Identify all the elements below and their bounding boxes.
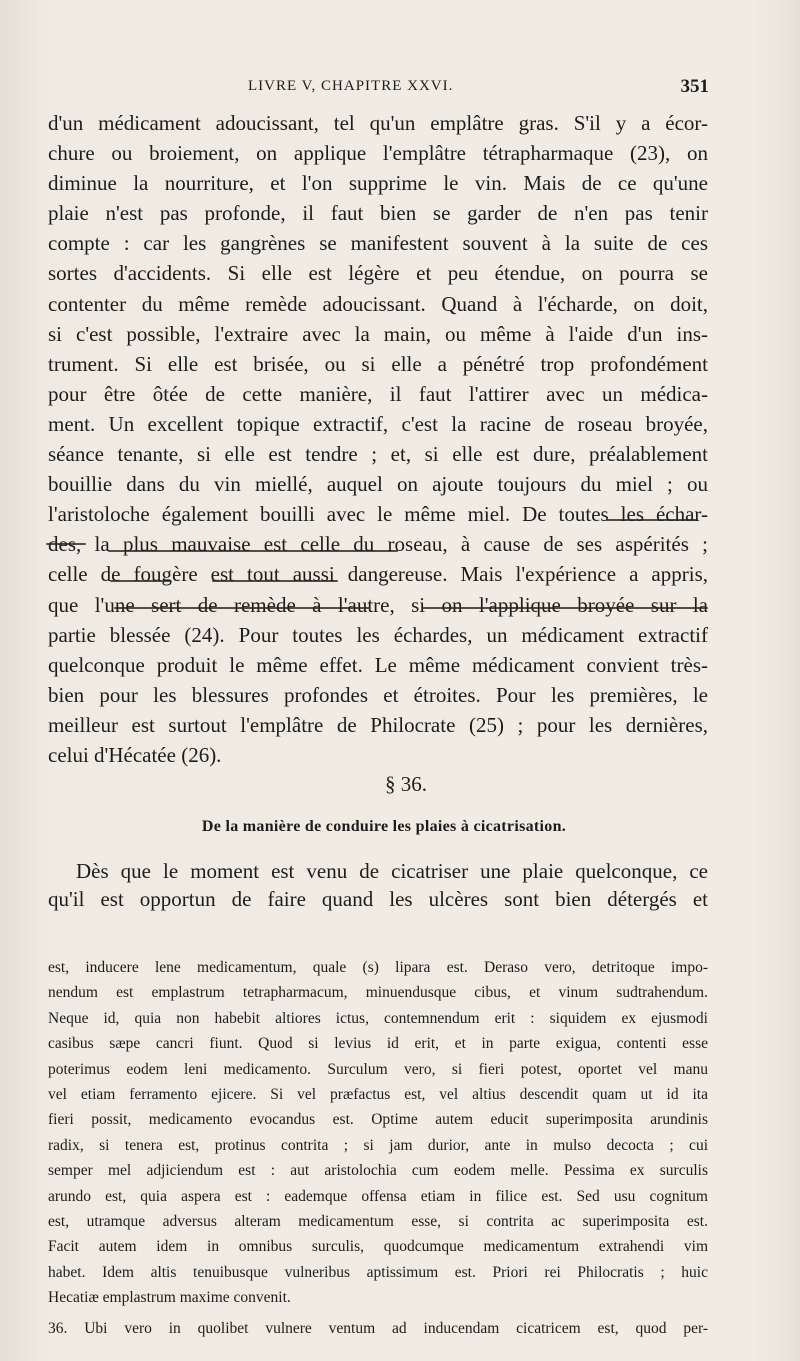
text-line: partie blessée (24). Pour toutes les échardes, un médicament extractif — [48, 622, 708, 647]
latin-line: arundo est, quia aspera est : eademque offensa etiam in filice est. Sed usu cognitum — [48, 1187, 708, 1205]
text-line: des, la plus mauvaise est celle du roseau, à cause de ses aspérités ; — [48, 532, 708, 557]
text-line: si c'est possible, l'extraire avec la main, ou même à l'aide d'un ins- — [48, 321, 708, 346]
latin-line: est, inducere lene medicamentum, quale (s) lipara est. Deraso vero, detritoque impo- — [48, 959, 708, 976]
latin-line: est, utramque adversus alteram medicamentum esse, si contrita ac superimposita est. — [48, 1212, 708, 1230]
latin-footer-text — [48, 955, 708, 1342]
text-line: trument. Si elle est brisée, ou si elle a pénétré trop profondément — [48, 351, 708, 376]
text-line: qu'il est opportun de faire quand les ulcères sont bien détergés et — [48, 887, 708, 911]
text-line: bouillie dans du vin miellé, auquel on ajoute toujours du miel ; ou — [48, 472, 708, 497]
text-line: que l'une sert de remède à l'autre, si on l'applique broyée sur la — [48, 592, 708, 617]
pencil-underline — [108, 550, 398, 552]
latin-line: Facit autem idem in omnibus surculis, quodcumque medicamentum extrahendi vim — [48, 1238, 708, 1256]
latin-line: semper mel adjiciendum est : aut aristolochia cum eodem melle. Pessima ex surculis — [48, 1162, 708, 1180]
text-line: chure ou broiement, on applique l'emplâtre tétrapharmaque (23), on — [48, 141, 708, 166]
text-line: diminue la nourriture, et l'on supprime le vin. Mais de ce qu'une — [48, 171, 708, 196]
latin-line: Neque id, quia non habebit altiores ictus, contemnendum erit : siquidem ex ejusmodi — [48, 1009, 708, 1027]
page-number: 351 — [680, 76, 709, 97]
text-line: l'aristoloche également bouilli avec le même miel. De toutes les échar- — [48, 502, 708, 527]
pencil-underline — [110, 580, 170, 582]
latin-line: nendum est emplastrum tetrapharmacum, minuendusque cibus, et vinum sudtrahendum. — [48, 984, 708, 1002]
latin-line: radix, si tenera est, protinus contrita ; si jam durior, ante in mulso decocta ; cui — [48, 1136, 708, 1154]
text-line: bien pour les blessures profondes et étroites. Pour les premières, le — [48, 682, 708, 707]
latin-line: vel etiam ferramento ejicere. Si vel præfactus est, vel altius descendit quam ut id ita — [48, 1085, 708, 1103]
section-title: De la manière de conduire les plaies à cicatrisation. — [201, 818, 567, 835]
pencil-underline — [212, 580, 338, 582]
pencil-underline — [422, 607, 708, 609]
text-line: ment. Un excellent topique extractif, c'est la racine de roseau broyée, — [48, 411, 708, 436]
latin-line: fieri possit, medicamento evocandus est. Optime autem educit superimposita arundinis — [48, 1111, 708, 1129]
text-line: meilleur est surtout l'emplâtre de Philocrate (25) ; pour les dernières, — [48, 712, 708, 737]
page-header — [0, 76, 800, 100]
text-line: d'un médicament adoucissant, tel qu'un emplâtre gras. S'il y a écor- — [48, 111, 708, 135]
text-line: Dès que le moment est venu de cicatriser une plaie quelconque, ce — [76, 859, 708, 883]
text-line: pour être ôtée de cette manière, il faut l'attirer avec un médica- — [48, 381, 708, 406]
text-line: compte : car les gangrènes se manifestent souvent à la suite de ces — [48, 231, 708, 256]
pencil-underline — [114, 607, 370, 609]
text-line: sortes d'accidents. Si elle est légère et peu étendue, on pourra se — [48, 261, 708, 286]
text-line: celle de fougère est tout aussi dangereuse. Mais l'expérience a appris, — [48, 562, 708, 587]
latin-line: casibus sæpe cancri fiunt. Quod si levius id erit, et in parte exigua, contenti esse — [48, 1035, 708, 1053]
main-french-paragraph — [48, 108, 708, 770]
text-line: plaie n'est pas profonde, il faut bien se garder de n'en pas tenir — [48, 201, 708, 226]
latin-line: Hecatiæ emplastrum maxime convenit. — [48, 1289, 291, 1307]
text-line: quelconque produit le même effet. Le même médicament convient très- — [48, 652, 708, 677]
latin-line: poterimus eodem leni medicamento. Surculum vero, si fieri potest, oportet vel manu — [48, 1060, 708, 1078]
latin-line: 36. Ubi vero in quolibet vulnere ventum ad inducendam cicatricem est, quod per- — [48, 1320, 708, 1338]
text-line: séance tenante, si elle est tendre ; et, si elle est dure, préalablement — [48, 442, 708, 467]
section-number: § 36. — [385, 772, 427, 796]
pencil-underline — [46, 543, 86, 545]
running-title: LIVRE V, CHAPITRE XXVI. — [248, 78, 454, 94]
text-line: celui d'Hécatée (26). — [48, 742, 222, 767]
pencil-underline — [606, 519, 698, 521]
text-line: contenter du même remède adoucissant. Quand à l'écharde, on doit, — [48, 291, 708, 316]
latin-line: habet. Idem altis tenuibusque vulneribus aptissimum est. Priori rei Philocratis ; huic — [48, 1263, 708, 1281]
section-french-paragraph — [48, 857, 708, 913]
